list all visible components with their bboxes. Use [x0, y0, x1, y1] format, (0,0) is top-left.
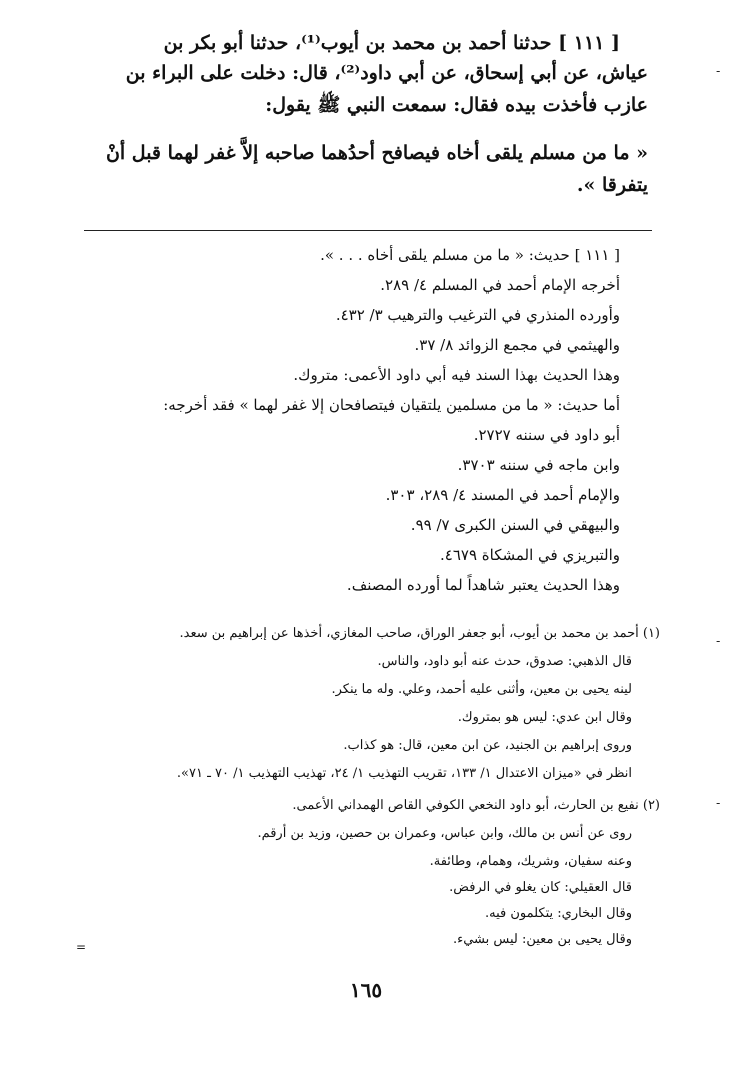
footnote-1-line-3: لينه يحيى بن معين، وأثنى عليه أحمد، وعلي. وله ما ينكر. [331, 682, 632, 697]
takhrij-line-7: أبو داود في سننه ٢٧٢٧. [473, 426, 620, 444]
footnote-2-line-2: روى عن أنس بن مالك، وابن عباس، وعمران بن حصين، وزيد بن أرقم. [257, 826, 632, 841]
footnote-1-line-4: وقال ابن عدي: ليس هو بمتروك. [457, 710, 632, 725]
footnote-2-line-1: (٢) نفيع بن الحارث، أبو داود النخعي الكوفي القاص الهمداني الأعمى. [292, 798, 660, 813]
hadith-line-5: يتفرقا ». [576, 174, 648, 196]
margin-dash-mark: - [716, 634, 721, 648]
takhrij-line-10: والبيهقي في السنن الكبرى ٧/ ٩٩. [410, 516, 620, 534]
footnote-1-line-2: قال الذهبي: صدوق، حدث عنه أبو داود، والناس. [377, 654, 632, 669]
takhrij-line-1: [ ١١١ ] حديث: « ما من مسلم يلقى أخاه . . . ». [320, 246, 620, 264]
takhrij-line-4: والهيثمي في مجمع الزوائد ٨/ ٣٧. [414, 336, 620, 354]
takhrij-line-3: وأورده المنذري في الترغيب والترهيب ٣/ ٤٣٢. [335, 306, 620, 324]
takhrij-line-9: والإمام أحمد في المسند ٤/ ٢٨٩، ٣٠٣. [385, 486, 620, 504]
takhrij-line-11: والتبريزي في المشكاة ٤٦٧٩. [440, 546, 620, 564]
footnote-1-line-6: انظر في «ميزان الاعتدال ١/ ١٣٣، تقريب التهذيب ١/ ٢٤، تهذيب التهذيب ١/ ٧٠ ـ ٧١». [176, 766, 632, 781]
footnote-2-line-3: وعنه سفيان، وشريك، وهمام، وطائفة. [429, 854, 632, 869]
takhrij-line-5: وهذا الحديث بهذا السند فيه أبي داود الأعمى: متروك. [293, 366, 620, 384]
takhrij-line-2: أخرجه الإمام أحمد في المسلم ٤/ ٢٨٩. [380, 276, 620, 294]
margin-double-dash-mark: = [76, 940, 87, 954]
hadith-line-1: [ ١١١ ] حدثنا أحمد بن محمد بن أيوب⁽¹⁾، حدثنا أبو بكر بن [163, 32, 620, 54]
hadith-line-2: عياش، عن أبي إسحاق، عن أبي داود⁽²⁾، قال: دخلت على البراء بن [125, 62, 648, 84]
margin-dash-mark: - [716, 64, 721, 78]
hadith-line-3: عازب فأخذت بيده فقال: سمعت النبي ﷺ يقول: [265, 94, 648, 116]
footnote-1-line-5: وروى إبراهيم بن الجنيد، عن ابن معين، قال: هو كذاب. [343, 738, 632, 753]
takhrij-line-8: وابن ماجه في سننه ٣٧٠٣. [457, 456, 620, 474]
footnote-2-line-5: وقال البخاري: يتكلمون فيه. [484, 906, 632, 921]
takhrij-line-12: وهذا الحديث يعتبر شاهداً لما أورده المصنف. [346, 576, 620, 594]
margin-dash-mark: - [716, 796, 721, 810]
footnote-2-line-6: وقال يحيى بن معين: ليس بشيء. [452, 932, 632, 947]
page-number: ١٦٥ [349, 978, 383, 1002]
separator-rule [84, 230, 652, 231]
footnote-2-line-4: قال العقيلي: كان يغلو في الرفض. [449, 880, 632, 895]
hadith-line-4: « ما من مسلم يلقى أخاه فيصافح أحدُهما صاحبه إلاَّ غفر لهما قبل أنْ [105, 142, 648, 164]
takhrij-line-6: أما حديث: « ما من مسلمين يلتقيان فيتصافحان إلا غفر لهما » فقد أخرجه: [163, 396, 620, 414]
footnote-1-line-1: (١) أحمد بن محمد بن أيوب، أبو جعفر الوراق، صاحب المغازي، أخذها عن إبراهيم بن سعد. [179, 626, 660, 641]
